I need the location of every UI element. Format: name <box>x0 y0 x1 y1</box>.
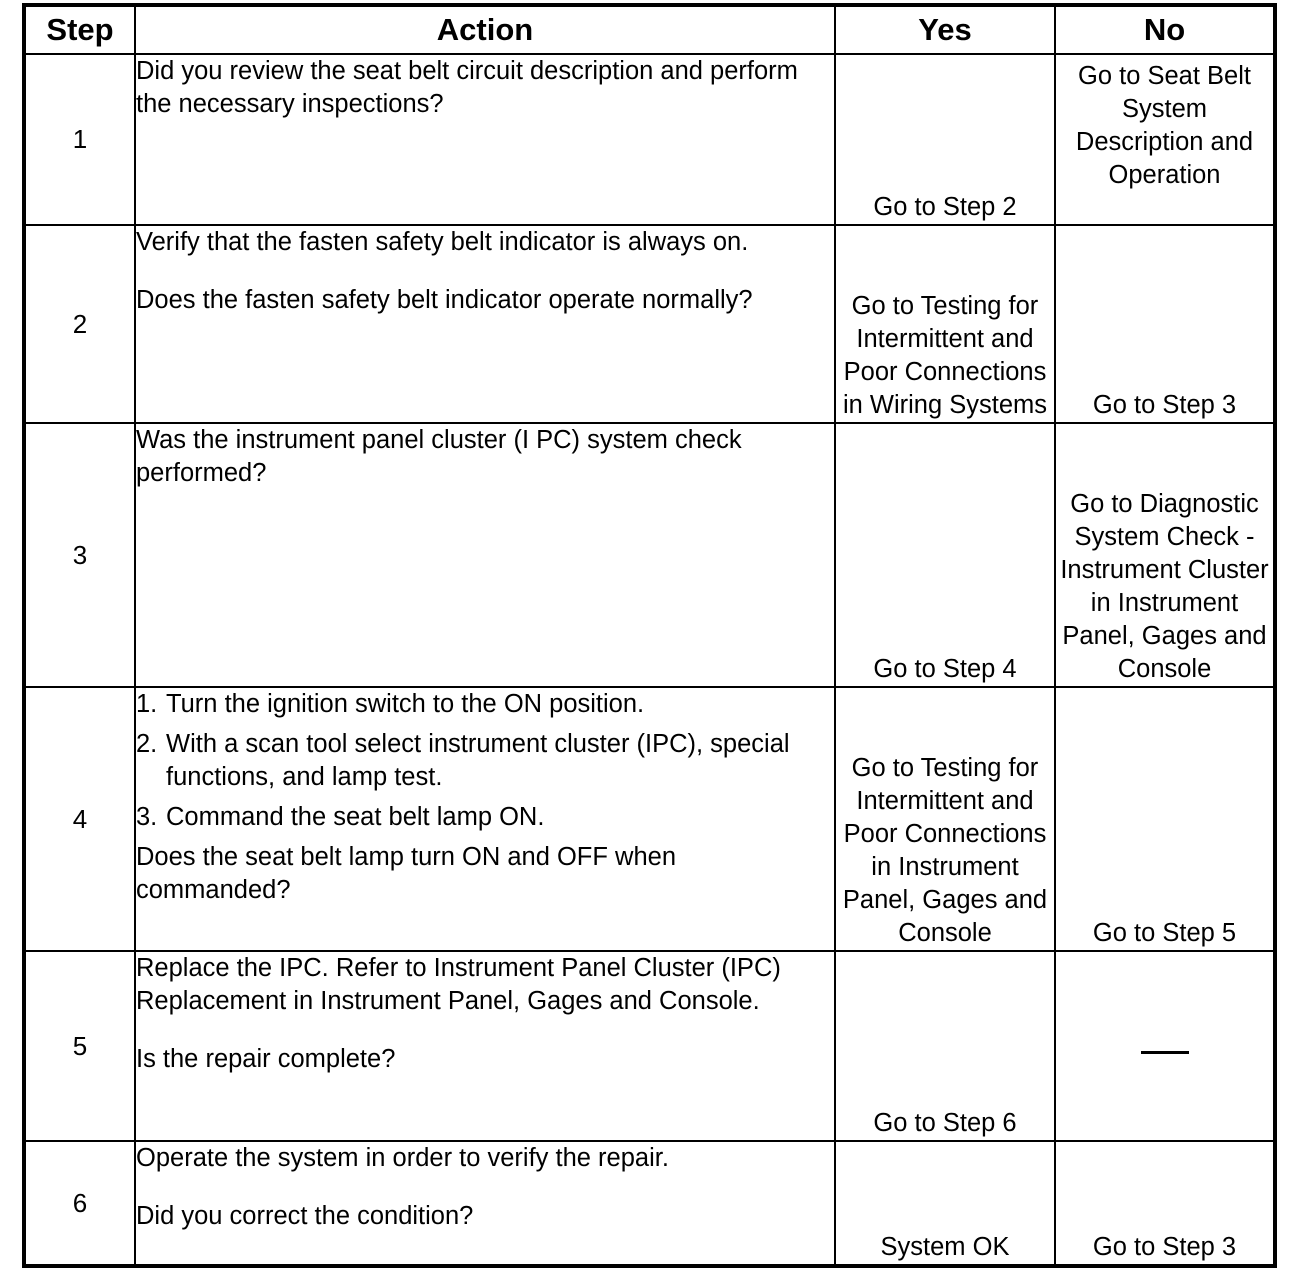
step-number: 1 <box>24 54 135 225</box>
action-text: Replace the IPC. Refer to Instrument Panel Cluster (IPC) Replacement in Instrument Panel, Gages and Console. <box>136 954 781 1015</box>
yes-cell: Go to Step 2 <box>835 54 1055 225</box>
header-step: Step <box>24 5 135 54</box>
action-step-item <box>136 688 834 721</box>
not-applicable-dash <box>1141 1051 1189 1054</box>
table-row <box>24 951 1275 1141</box>
action-step-item <box>136 801 834 834</box>
yes-cell: Go to Testing for Intermittent and Poor Connections in Instrument Panel, Gages and Console <box>835 687 1055 951</box>
item-text: With a scan tool select instrument cluster (IPC), special functions, and lamp test. <box>166 730 790 791</box>
action-text: Did you review the seat belt circuit description and perform the necessary inspections? <box>136 57 798 118</box>
diagnostic-table <box>22 3 1277 1268</box>
action-cell <box>135 225 835 423</box>
yes-cell: Go to Step 4 <box>835 423 1055 687</box>
item-number: 2. <box>136 730 158 758</box>
table-row <box>24 225 1275 423</box>
action-step-item <box>136 728 834 794</box>
no-cell: Go to Step 3 <box>1055 225 1275 423</box>
yes-cell: System OK <box>835 1141 1055 1266</box>
table-row <box>24 54 1275 225</box>
table-row <box>24 423 1275 687</box>
item-number: 3. <box>136 803 158 831</box>
step-number: 2 <box>24 225 135 423</box>
action-cell <box>135 423 835 687</box>
item-number: 1. <box>136 690 158 718</box>
action-question: Does the seat belt lamp turn ON and OFF when commanded? <box>136 843 677 904</box>
header-yes: Yes <box>835 5 1055 54</box>
no-cell: Go to Seat Belt System Description and Operation <box>1055 54 1275 225</box>
action-question: Does the fasten safety belt indicator operate normally? <box>136 286 753 314</box>
no-cell: Go to Step 5 <box>1055 687 1275 951</box>
table-row <box>24 1141 1275 1266</box>
action-cell <box>135 951 835 1141</box>
yes-cell: Go to Step 6 <box>835 951 1055 1141</box>
action-question: Did you correct the condition? <box>136 1202 474 1230</box>
action-text: Was the instrument panel cluster (I PC) system check performed? <box>136 426 742 487</box>
no-cell <box>1055 951 1275 1141</box>
action-cell <box>135 1141 835 1266</box>
header-action: Action <box>135 5 835 54</box>
table-row <box>24 687 1275 951</box>
item-text: Command the seat belt lamp ON. <box>166 803 545 831</box>
header-row <box>24 5 1275 54</box>
no-cell: Go to Step 3 <box>1055 1141 1275 1266</box>
action-question: Is the repair complete? <box>136 1045 396 1073</box>
no-cell: Go to Diagnostic System Check - Instrument Cluster in Instrument Panel, Gages and Console <box>1055 423 1275 687</box>
step-number: 6 <box>24 1141 135 1266</box>
item-text: Turn the ignition switch to the ON position. <box>166 690 645 718</box>
header-no: No <box>1055 5 1275 54</box>
yes-cell: Go to Testing for Intermittent and Poor Connections in Wiring Systems <box>835 225 1055 423</box>
action-cell <box>135 687 835 951</box>
step-number: 4 <box>24 687 135 951</box>
step-number: 5 <box>24 951 135 1141</box>
action-text: Verify that the fasten safety belt indicator is always on. <box>136 228 749 256</box>
step-number: 3 <box>24 423 135 687</box>
action-text: Operate the system in order to verify the repair. <box>136 1144 669 1172</box>
action-cell <box>135 54 835 225</box>
